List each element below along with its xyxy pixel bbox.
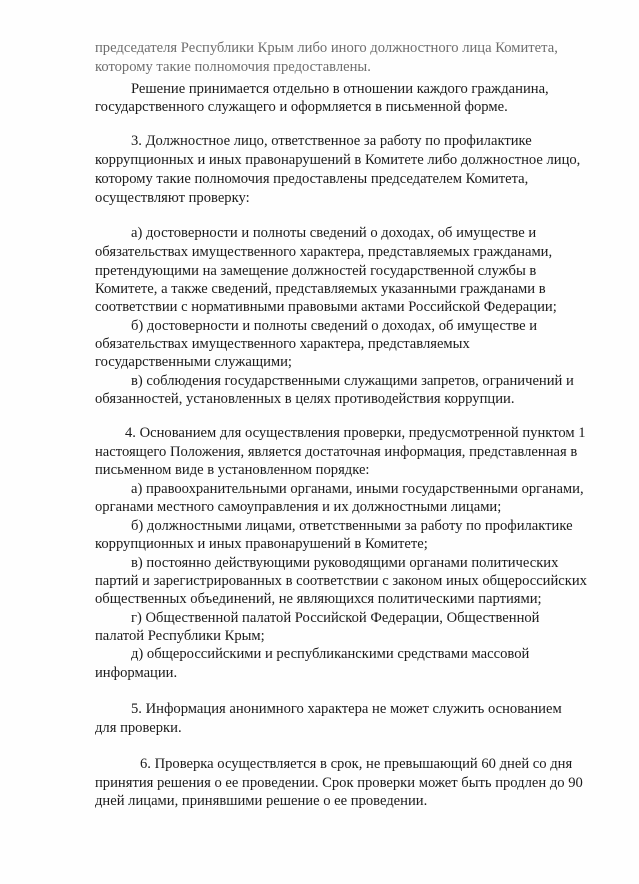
line-text: общественных объединений, не являющихся политическими партиями;: [95, 591, 542, 607]
line-text: коррупционных и иных правонарушений в Комитете либо должностное лицо,: [95, 152, 581, 168]
paragraph-line: [95, 390, 514, 408]
paragraph-line: [95, 461, 369, 479]
paragraph-line: [95, 572, 587, 590]
paragraph-line: [131, 645, 529, 663]
paragraph-line: [125, 424, 586, 442]
line-text: палатой Республики Крым;: [95, 628, 265, 644]
paragraph-line: [131, 700, 562, 718]
line-text: г) Общественной палатой Российской Федерации, Общественной: [131, 610, 540, 626]
line-text: 6. Проверка осуществляется в срок, не превышающий 60 дней со дня: [140, 756, 573, 772]
line-text: органами местного самоуправления и их должностными лицами;: [95, 499, 502, 515]
paragraph-line: [95, 443, 577, 461]
line-text: председателя Республики Крым либо иного должностного лица Комитета,: [95, 40, 558, 56]
line-text: обязательствах имущественного характера, представляемых: [95, 336, 470, 352]
paragraph-line: [95, 58, 371, 76]
line-text: письменном виде в установленном порядке:: [95, 462, 370, 478]
paragraph-line: [95, 335, 470, 353]
paragraph-line: [95, 262, 536, 280]
paragraph-line: [95, 98, 508, 116]
line-text: коррупционных и иных правонарушений в Комитете;: [95, 536, 428, 552]
line-text: б) должностными лицами, ответственными за работу по профилактике: [131, 518, 573, 534]
line-text: претендующими на замещение должностей государственной службы в: [95, 263, 537, 279]
line-text: 3. Должностное лицо, ответственное за работу по профилактике: [131, 133, 532, 149]
paragraph-line: [95, 498, 501, 516]
paragraph-line: [131, 517, 573, 535]
paragraph-line: [95, 774, 583, 792]
paragraph-line: [95, 298, 557, 316]
line-text: Решение принимается отдельно в отношении каждого гражданина,: [131, 81, 549, 97]
paragraph-line: [95, 627, 265, 645]
line-text: д) общероссийскими и республиканскими средствами массовой: [131, 646, 530, 662]
line-text: которому такие полномочия предоставлены председателем Комитета,: [95, 171, 529, 187]
paragraph-line: [131, 80, 589, 98]
line-text: обязательствах имущественного характера, представляемых гражданами,: [95, 244, 553, 260]
line-text: партий и зарегистрированных в соответствии с законом иных общероссийских: [95, 573, 587, 589]
line-text: 4. Основанием для осуществления проверки, предусмотренной пунктом 1: [125, 425, 586, 441]
paragraph-line: [131, 554, 558, 572]
paragraph-line: [95, 535, 428, 553]
paragraph-line: [140, 755, 572, 773]
paragraph-line: [95, 170, 528, 188]
paragraph-line: [95, 280, 546, 298]
paragraph-line: [95, 590, 542, 608]
paragraph-line: [95, 39, 589, 57]
line-text: которому такие полномочия предоставлены.: [95, 59, 371, 75]
paragraph-line: [131, 224, 536, 242]
line-text: в) постоянно действующими руководящими органами политических: [131, 555, 559, 571]
paragraph-line: [95, 243, 552, 261]
paragraph-line: [131, 480, 584, 498]
line-text: осуществляют проверку:: [95, 190, 250, 206]
paragraph-line: [131, 317, 537, 335]
line-text: в) соблюдения государственными служащими запретов, ограничений и: [131, 373, 574, 389]
line-text: Комитете, а также сведений, представляемых указанными гражданами в: [95, 281, 546, 297]
line-text: государственными служащими;: [95, 354, 292, 370]
paragraph-line: [95, 719, 182, 737]
paragraph-line: [95, 664, 177, 682]
line-text: настоящего Положения, является достаточная информация, представленная в: [95, 444, 578, 460]
paragraph-line: [131, 372, 574, 390]
paragraph-line: [95, 353, 292, 371]
paragraph-line: [131, 132, 532, 150]
paragraph-line: [95, 189, 250, 207]
line-text: соответствии с нормативными правовыми актами Российской Федерации;: [95, 299, 557, 315]
line-text: а) достоверности и полноты сведений о доходах, об имуществе и: [131, 225, 537, 241]
line-text: государственного служащего и оформляется в письменной форме.: [95, 99, 508, 115]
line-text: б) достоверности и полноты сведений о доходах, об имуществе и: [131, 318, 538, 334]
line-text: принятия решения о ее проведении. Срок проверки может быть продлен до 90: [95, 775, 583, 791]
line-text: для проверки.: [95, 720, 182, 736]
line-text: информации.: [95, 665, 178, 681]
paragraph-line: [95, 792, 427, 810]
line-text: дней лицами, принявшими решение о ее проведении.: [95, 793, 428, 809]
paragraph-line: [131, 609, 539, 627]
paragraph-line: [95, 151, 580, 169]
line-text: 5. Информация анонимного характера не может служить основанием: [131, 701, 562, 717]
line-text: а) правоохранительными органами, иными государственными органами,: [131, 481, 584, 497]
line-text: обязанностей, установленных в целях противодействия коррупции.: [95, 391, 515, 407]
